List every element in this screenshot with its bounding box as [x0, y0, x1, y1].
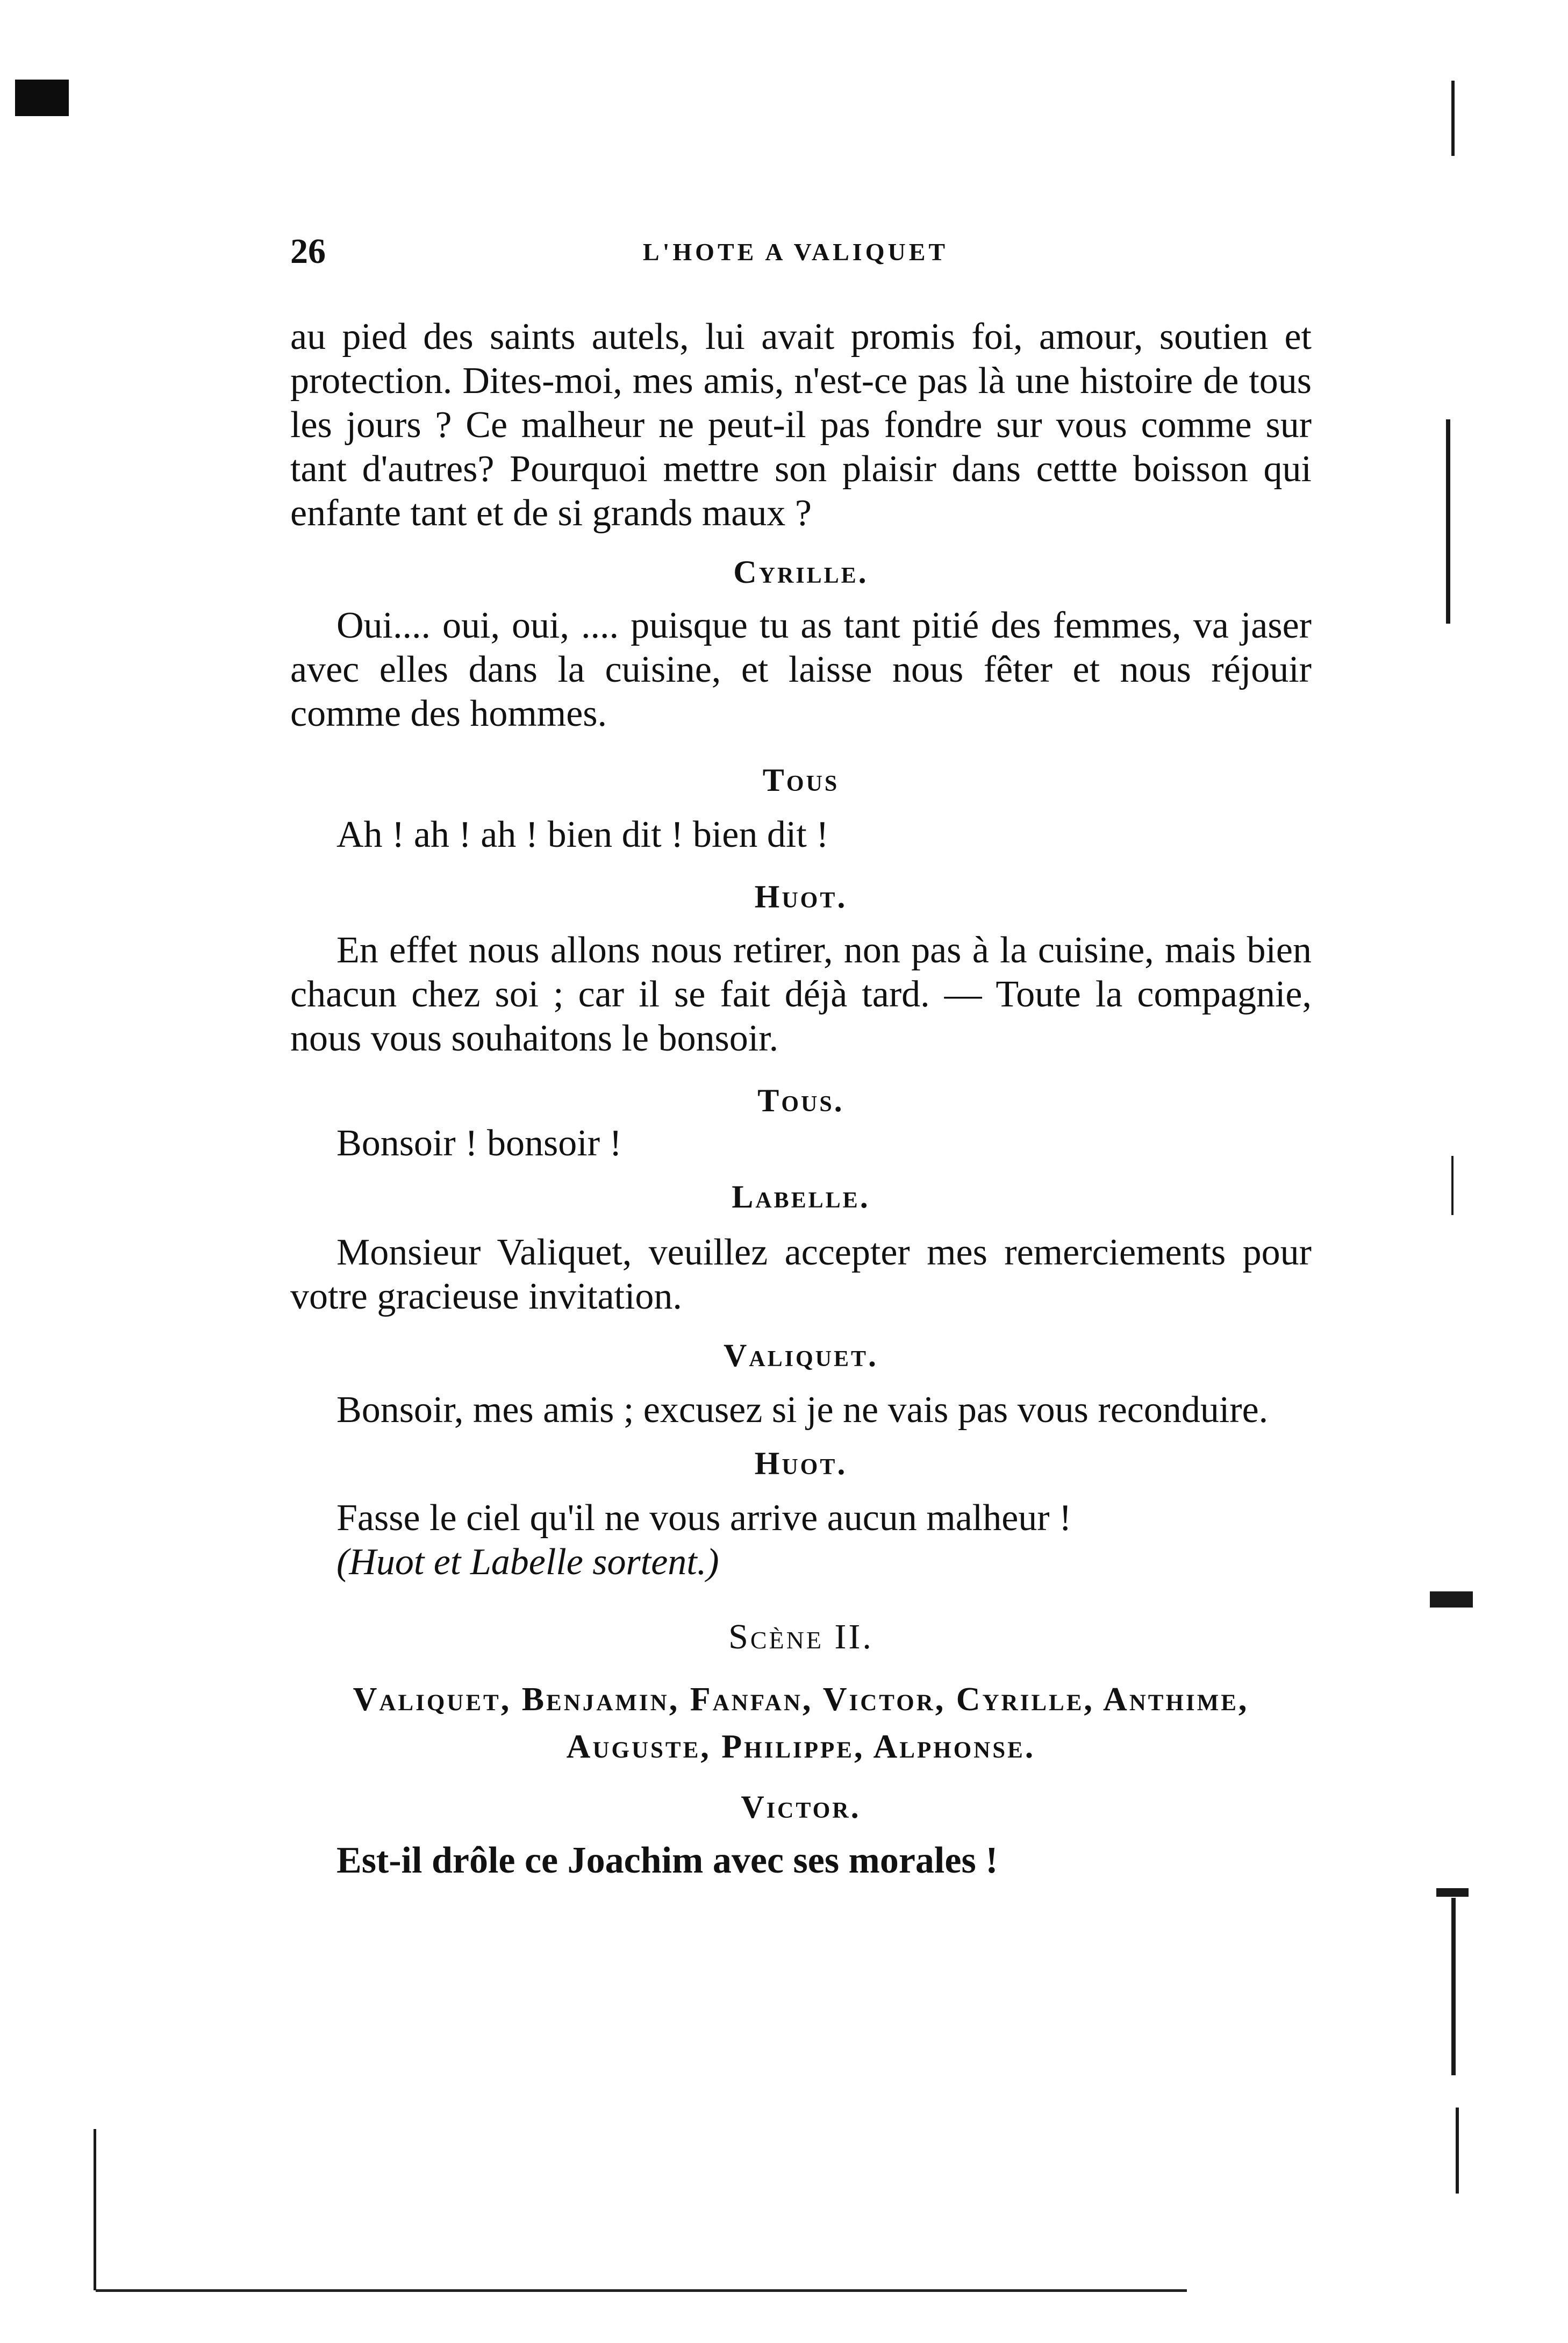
scene-title: Scène II.	[728, 1617, 874, 1656]
paragraph-valiquet: Bonsoir, mes amis ; excusez si je ne vais pas vous reconduire.	[336, 1389, 1269, 1431]
scan-edge-mark	[1451, 81, 1455, 156]
scan-corner-mark	[15, 80, 69, 116]
paragraph-tous-2: Bonsoir ! bonsoir !	[336, 1123, 622, 1164]
paragraph-labelle: Monsieur Valiquet, veuillez accepter mes remerciements pour votre gracieuse invitation.	[290, 1232, 1312, 1317]
scan-edge-mark	[1456, 2108, 1459, 2194]
paragraph-tous: Ah ! ah ! ah ! bien dit ! bien dit !	[336, 814, 829, 855]
speaker-tous-2: Tous.	[757, 1083, 844, 1118]
paragraph-cyrille: Oui.... oui, oui, .... puisque tu as tant pitié des femmes, va jaser avec elles dans la cuisine, et laisse nous fêter et nous réjouir comme des hommes.	[290, 605, 1312, 734]
stage-direction: (Huot et Labelle sortent.)	[336, 1541, 719, 1583]
speaker-huot: Huot.	[754, 879, 848, 915]
scan-edge-mark	[1451, 1898, 1456, 2075]
running-title: L'HOTE A VALIQUET	[642, 238, 949, 266]
paragraph-huot: En effet nous allons nous retirer, non pas à la cuisine, mais bien chacun chez soi ; car il se fait déjà tard. — Toute la compagnie, nous vous souhaitons le bonsoir.	[290, 930, 1312, 1059]
scene-cast: Valiquet, Benjamin, Fanfan, Victor, Cyrille, Anthime, Auguste, Philippe, Alphonse.	[353, 1681, 1249, 1765]
speaker-huot-2: Huot.	[754, 1446, 848, 1481]
paragraph-huot-2: Fasse le ciel qu'il ne vous arrive aucun malheur !	[336, 1497, 1072, 1539]
speaker-labelle: Labelle.	[732, 1179, 870, 1215]
speaker-valiquet: Valiquet.	[723, 1338, 879, 1373]
scan-edge-mark	[1451, 1156, 1454, 1215]
scan-edge-mark	[1430, 1591, 1473, 1608]
speaker-victor: Victor.	[741, 1789, 861, 1825]
page-bottom-rule	[96, 2289, 1187, 2292]
page-header	[290, 231, 1301, 274]
paragraph-victor: Est-il drôle ce Joachim avec ses morales !	[336, 1840, 998, 1881]
scan-edge-mark	[94, 2129, 96, 2290]
scan-edge-mark	[1436, 1888, 1469, 1897]
paragraph-continuation: au pied des saints autels, lui avait promis foi, amour, soutien et protection. Dites-moi, mes amis, n'est-ce pas là une histoire de tous les jours ? Ce malheur ne peut-il pas fondre sur vous comme sur tant d'autres? Pourquoi mettre son plaisir dans cettte boisson qui enfante tant et de si grands maux ?	[290, 316, 1312, 534]
speaker-cyrille: Cyrille.	[733, 554, 869, 590]
scan-edge-mark	[1446, 419, 1450, 624]
speaker-tous: Tous	[762, 762, 840, 798]
page-number: 26	[290, 232, 326, 271]
text-column	[290, 315, 1312, 1883]
